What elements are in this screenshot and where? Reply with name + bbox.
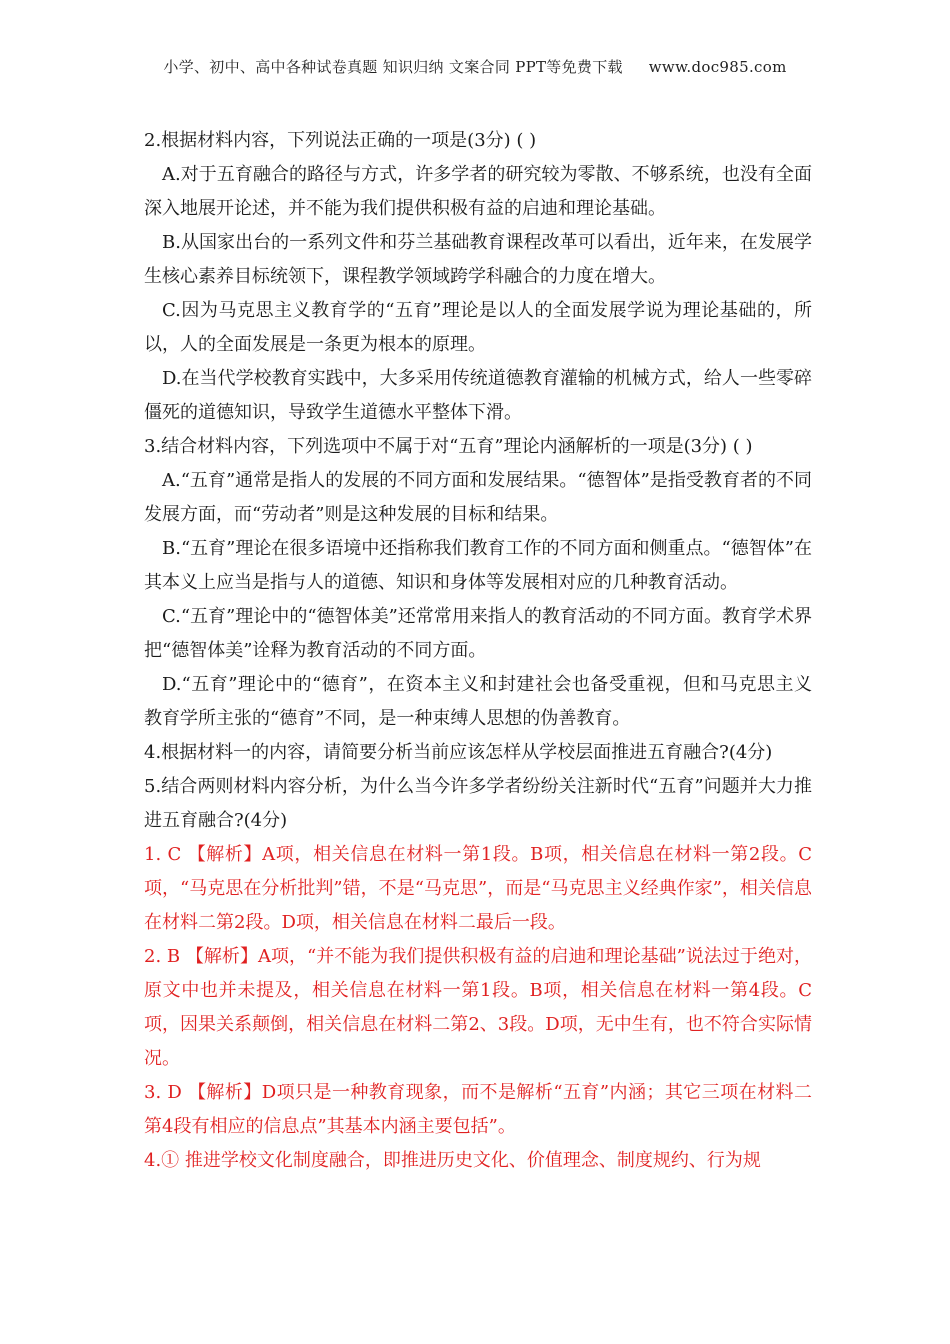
answer-2: 2. B 【解析】A项，“并不能为我们提供积极有益的启迪和理论基础”说法过于绝对，原文中也并未提及，相关信息在材料一第1段。B项，相关信息在材料一第4段。C项，因果关系颠倒，相关信息在材料二第2、3段。D项，无中生有，也不符合实际情况。 [144,946,812,1069]
answer-4: 4.① 推进学校文化制度融合，即推进历史文化、价值理念、制度规约、行为规 [144,1150,761,1171]
option-a: A.对于五育融合的路径与方式，许多学者的研究较为零散、不够系统，也没有全面深入地展开论述，并不能为我们提供积极有益的启迪和理论基础。 [144,164,812,219]
option-b: B.“五育”理论在很多语境中还指称我们教育工作的不同方面和侧重点。“德智体”在其本义上应当是指与人的道德、知识和身体等发展相对应的几种教育活动。 [144,538,812,593]
question-4 [144,736,812,770]
option-d: D.在当代学校教育实践中，大多采用传统道德教育灌输的机械方式，给人一些零碎僵死的道德知识，导致学生道德水平整体下滑。 [144,368,812,423]
option-c: C.因为马克思主义教育学的“五育”理论是以人的全面发展学说为理论基础的，所以，人的全面发展是一条更为根本的原理。 [144,300,812,355]
document-body [144,124,812,1178]
question-5 [144,770,812,838]
question-stem: 4.根据材料一的内容，请简要分析当前应该怎样从学校层面推进五育融合?(4分) [144,742,773,763]
question-stem: 3.结合材料内容，下列选项中不属于对“五育”理论内涵解析的一项是(3分) ( ) [144,436,753,457]
option-a: A.“五育”通常是指人的发展的不同方面和发展结果。“德智体”是指受教育者的不同发展方面，而“劳动者”则是这种发展的目标和结果。 [144,470,812,525]
header-text: 小学、初中、高中各种试卷真题 知识归纳 文案合同 PPT等免费下载 [163,58,623,76]
option-c: C.“五育”理论中的“德智体美”还常常用来指人的教育活动的不同方面。教育学术界把“德智体美”诠释为教育活动的不同方面。 [144,606,812,661]
answer-1: 1. C 【解析】A项，相关信息在材料一第1段。B项，相关信息在材料一第2段。C项，“马克思在分析批判”错，不是“马克思”，而是“马克思主义经典作家”，相关信息在材料二第2段。D项，相关信息在材料二最后一段。 [144,844,812,933]
page-header [0,56,950,77]
question-stem: 2.根据材料内容，下列说法正确的一项是(3分) ( ) [144,130,537,151]
question-2 [144,124,812,430]
header-site-url: www.doc985.com [648,58,787,76]
option-b: B.从国家出台的一系列文件和芬兰基础教育课程改革可以看出，近年来，在发展学生核心素养目标统领下，课程教学领域跨学科融合的力度在增大。 [144,232,812,287]
question-3 [144,430,812,736]
question-stem: 5.结合两则材料内容分析，为什么当今许多学者纷纷关注新时代“五育”问题并大力推进五育融合?(4分) [144,776,812,831]
answer-3: 3. D 【解析】D项只是一种教育现象，而不是解析“五育”内涵；其它三项在材料二第4段有相应的信息点”其基本内涵主要包括”。 [144,1082,812,1137]
answer-key [144,838,812,1178]
option-d: D.“五育”理论中的“德育”，在资本主义和封建社会也备受重视，但和马克思主义教育学所主张的“德育”不同，是一种束缚人思想的伪善教育。 [144,674,812,729]
